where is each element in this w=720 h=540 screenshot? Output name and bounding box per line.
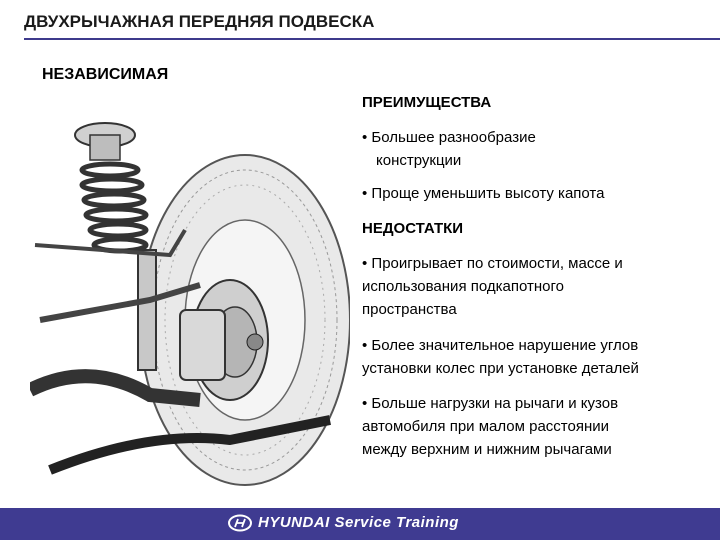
hyundai-logo-icon	[228, 514, 252, 532]
shock-absorber	[138, 250, 156, 370]
strut-top-mount	[75, 123, 135, 160]
disadvantage-item	[362, 392, 707, 461]
advantage-line: • Большее разнообразие	[362, 129, 536, 146]
page-title: ДВУХРЫЧАЖНАЯ ПЕРЕДНЯЯ ПОДВЕСКА	[24, 12, 375, 31]
disadvantage-line: использования подкапотного	[362, 278, 564, 295]
advantage-line: • Проще уменьшить высоту капота	[362, 185, 605, 202]
disadvantage-line: • Проигрывает по стоимости, массе и	[362, 255, 623, 272]
advantage-line: конструкции	[376, 152, 462, 169]
disadvantage-line: пространства	[362, 301, 457, 318]
disadvantage-line: установки колес при установке деталей	[362, 360, 639, 377]
footer-brand: HYUNDAI Service Training	[258, 514, 459, 531]
disadvantage-item	[362, 252, 707, 321]
subtitle: НЕЗАВИСИМАЯ	[42, 66, 169, 83]
disadvantage-line: между верхним и нижним рычагами	[362, 441, 612, 458]
advantages-heading: ПРЕИМУЩЕСТВА	[362, 94, 492, 111]
suspension-illustration	[30, 110, 350, 510]
advantage-item	[362, 182, 707, 205]
disadvantage-line: автомобиля при малом расстоянии	[362, 418, 609, 435]
advantage-item	[362, 126, 707, 172]
disadvantages-heading: НЕДОСТАТКИ	[362, 220, 464, 237]
disadvantage-line: • Более значительное нарушение углов	[362, 337, 639, 354]
title-divider	[24, 38, 720, 40]
disadvantage-item	[362, 334, 707, 380]
disadvantage-line: • Больше нагрузки на рычаги и кузов	[362, 395, 619, 412]
coil-spring	[82, 164, 146, 251]
